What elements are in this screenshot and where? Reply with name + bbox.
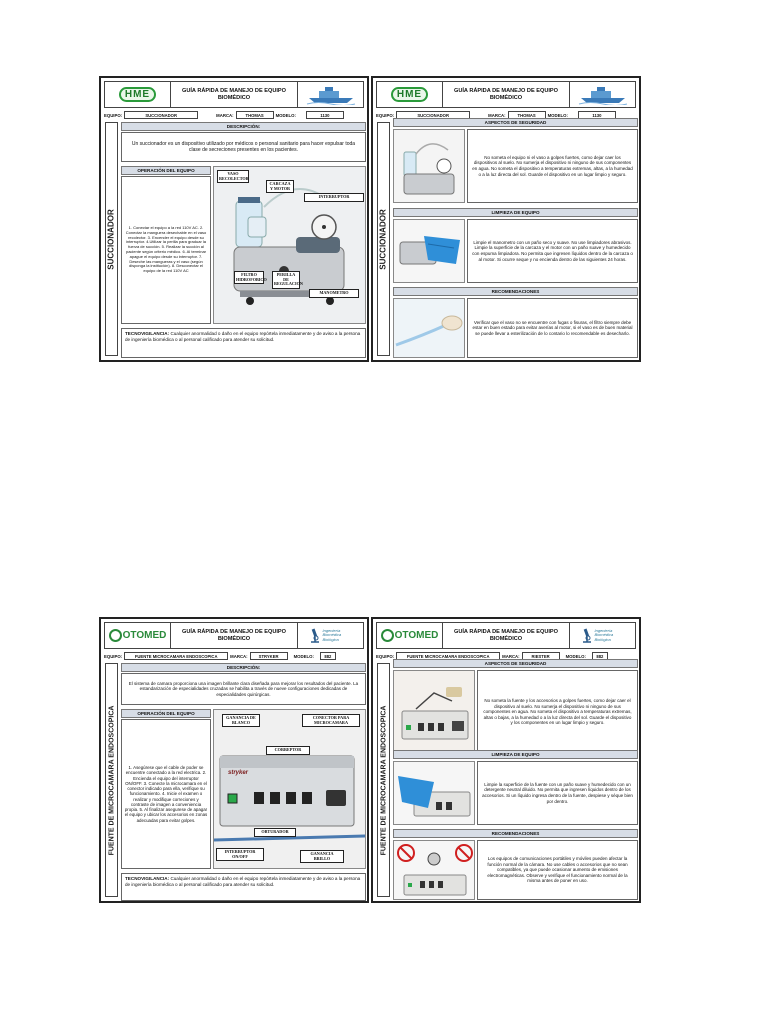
- recomendaciones-header: RECOMENDACIONES: [393, 287, 638, 296]
- guide-title: GUÍA RÁPIDA DE MANEJO DE EQUIPO BIOMÉDICO: [453, 87, 558, 101]
- guide-title: GUÍA RÁPIDA DE MANEJO DE EQUIPO BIOMÉDICO: [181, 87, 286, 101]
- label-ganancia-blanco: GANANCIA DE BLANCO: [222, 714, 260, 727]
- otomed-ring-icon: [109, 629, 122, 642]
- label-interruptor: INTERRUPTOR ON/OFF: [216, 848, 264, 861]
- cleaning-illustration: [394, 762, 475, 825]
- tube-hand-illustration: [394, 299, 465, 358]
- logo-box: [105, 82, 171, 107]
- logo-box: [377, 82, 443, 107]
- otomed-ring-icon: [381, 629, 394, 642]
- descripcion-header: DESCRIPCIÓN:: [121, 122, 366, 131]
- card-header: [104, 622, 364, 649]
- card-header: [376, 622, 636, 649]
- side-title: FUENTE DE MICROCAMARA ENDOSCOPICA: [105, 663, 118, 897]
- limpieza-text: Limpie la superficie de la fuente con un paño suave y humedecido con un detergente neutral diluido. No permita que ingresen líquidos dentro de los accesorios. Si un líquido ingresa dentro de la fuente, despiese y séque bien por dentro.: [477, 761, 638, 825]
- card-endoscopica-back: [371, 617, 641, 903]
- label-carcaza-motor: CARCAZA Y MOTOR: [266, 180, 294, 193]
- recomendaciones-photo: [393, 298, 465, 358]
- hme-logo: HME: [391, 87, 428, 102]
- microscope-icon: [581, 628, 593, 644]
- label-conector-microcamara: CONECTOR PARA MICROCAMARA: [302, 714, 360, 727]
- side-title: SUCCIONADOR: [105, 122, 118, 356]
- limpieza-photo: [393, 219, 465, 283]
- microscope-icon: [309, 628, 321, 644]
- camera-source-illustration: [214, 710, 366, 869]
- card-succionador-back: [371, 76, 641, 362]
- operacion-steps: 1. Conectar el equipo a la red 110V AC. 2. Conectar la manguera desechable en el vaso recolector. 3. Encender el equipo desde su interruptor. 4.Utilizar la perilla para graduar la fuerza de succión. 5. Realizar la succión al paciente según criterio médico. 6. Al terminar apague el equipo desde su interruptor. 7. Deseche las mangueras y el vaso (según disponga la institución). 8. Desconectar el equipo de la red 110V AC: [121, 176, 211, 324]
- equipment-row: EQUIPO: SUCCIONADOR MARCA: THOMAS MODELO: 1130: [104, 110, 364, 120]
- ship-logo: [297, 82, 363, 107]
- guide-title: GUÍA RÁPIDA DE MANEJO DE EQUIPO BIOMÉDICO: [453, 628, 558, 642]
- otomed-logo: OTOMED: [109, 629, 167, 642]
- seguridad-photo: [393, 670, 475, 754]
- card-header: [104, 81, 364, 108]
- seguridad-header: ASPECTOS DE SEGURIDAD: [393, 118, 638, 127]
- recomendaciones-text: Verificar que el vaso no se encuentre con fugas o fisuras, el filtro siempre debe estar en buen estado para evitar averías al motor, si el vaso es de buen material se puede llevar a esterilización de lo contario lo recomendable es desecharlo.: [467, 298, 638, 358]
- label-ganancia-brillo: GANANCIA BRILLO: [300, 850, 344, 863]
- logo-box: [105, 623, 171, 648]
- seguridad-text: No someta el equipo ni el vaso a golpes fuertes, como dejar caer los dispositivos al suelo. No sumerja el dispositivo ni ninguno de sus componentes en agua. No someta el dispositivo a temperaturas extremas, altas, a la humedad o a la luz directa del sol. Guarde el dispositivo en un lugar limpio y seguro.: [467, 129, 638, 203]
- seguridad-text: No someta la fuente y los accesorios a golpes fuertes, como dejar caer el dispositivo al suelo. No sumerja el dispositivo ni ninguno de sus componentes en agua. No someta el dispositivo a temperaturas extremas, altas o bajas, a la humedad o a la luz directa del sol. Guarde el dispositivo y los componentes en un lugar limpio y seguro.: [477, 670, 638, 754]
- ship-icon: [305, 85, 357, 105]
- limpieza-header: LIMPIEZA DE EQUIPO: [393, 208, 638, 217]
- marca-value: RIESTER: [522, 652, 560, 660]
- side-title: FUENTE DE MICROCAMARA ENDOSCOPICA: [377, 663, 390, 897]
- limpieza-photo: [393, 761, 475, 825]
- operacion-header: OPERACIÓN DEL EQUIPO: [121, 709, 211, 718]
- guide-title: GUÍA RÁPIDA DE MANEJO DE EQUIPO BIOMÉDICO: [181, 628, 286, 642]
- logo-box: [377, 623, 443, 648]
- operacion-header: OPERACIÓN DEL EQUIPO: [121, 166, 211, 175]
- cleaning-illustration: [394, 220, 465, 283]
- equipo-value: FUENTE MICROCAMARA ENDOSCOPICA: [396, 652, 500, 660]
- ship-logo: [569, 82, 635, 107]
- marca-value: THOMAS: [236, 111, 274, 119]
- seguridad-photo: [393, 129, 465, 203]
- suction-device-photo: [213, 166, 366, 324]
- equipo-value: SUCCIONADOR: [124, 111, 198, 119]
- marca-value: STRYKER: [250, 652, 288, 660]
- equipment-row: EQUIPO: SUCCIONADOR MARCA: THOMAS MODELO: 1130: [376, 110, 636, 120]
- card-endoscopica-front: [99, 617, 369, 903]
- hme-logo: HME: [119, 87, 156, 102]
- seguridad-header: ASPECTOS DE SEGURIDAD: [393, 659, 638, 668]
- limpieza-text: Limpie el manometro con un paño seco y suave. No use limpiadores abrasivos. Limpie la superficie de la carcaza y el motor con un paño suave y humedecido con espuma limpiadora. No permita que ingresen líquidos dentro de la carcaza o al motor. Si ocurre seque y no encienda dentro de las siguientes 24 horas.: [467, 219, 638, 283]
- device-brand-stryker: stryker: [228, 770, 249, 776]
- otomed-logo: OTOMED: [381, 629, 439, 642]
- card-header: [376, 81, 636, 108]
- label-vaso-recolector: VASO RECOLECTOR: [217, 170, 249, 183]
- label-interruptor: INTERRUPTOR: [304, 193, 364, 202]
- recomendaciones-photo: [393, 840, 475, 900]
- equipo-value: FUENTE MICROCAMARA ENDOSCOPICA: [124, 652, 228, 660]
- label-obturador: OBTURADOR: [254, 828, 296, 837]
- label-perilla: PERILLA DE REGULACION: [272, 271, 300, 289]
- modelo-value: 1130: [306, 111, 344, 119]
- descripcion-header: DESCRIPCIÓN:: [121, 663, 366, 672]
- marca-value: THOMAS: [508, 111, 546, 119]
- suction-device-small-illustration: [394, 130, 465, 203]
- modelo-value: 1130: [578, 111, 616, 119]
- equipment-row: EQUIPO: FUENTE MICROCAMARA ENDOSCOPICA MARCA: STRYKER MODELO: 882: [104, 651, 364, 661]
- camera-source-photo: [213, 709, 366, 869]
- modelo-value: 882: [320, 652, 336, 660]
- operacion-steps: 1. Asegúrese que el cable de poder se encuentre conectado a la red electrica. 2. Encienda el equipo del interruptor ON/OFF. 3. Conecte la microcamara en el conector indicado para ella, verifique su funcionamiento. 4. Inicie el examen o realizar y modifique correciones y contraste de imagen a conveniencia propia. 5. Al finalizar asegurese de apagar el equipo y ubicar los accesorios en zonas adecuadas para evitar golpes.: [121, 719, 211, 869]
- microscope-logo: Ingeniería Biomédica Biológica: [297, 623, 363, 648]
- card-succionador-front: [99, 76, 369, 362]
- label-filtro: FILTRO HIDROFOBICO: [234, 271, 264, 284]
- recomendaciones-text: Los equipos de comunicaciones portátiles y móviles pueden afectar la función normal de la cámara. No use cables o accesorios que no sean compatibles, ya que puede ocasionar aumento de emisiones electromagnéticas. Observe y verifique el funcionamiento normal de la misma antes de poner en uso.: [477, 840, 638, 900]
- modelo-value: 882: [592, 652, 608, 660]
- no-phone-illustration: [394, 841, 475, 900]
- limpieza-header: LIMPIEZA DE EQUIPO: [393, 750, 638, 759]
- camera-source-small-illustration: [394, 671, 475, 754]
- label-manometro: MANOMETRO: [309, 289, 359, 298]
- microscope-logo: Ingeniería Biomédica Biológica: [569, 623, 635, 648]
- descripcion-text: El sistema de camara proporciona una imagen brillante clara diseñada para mejorar los resultados del paciente. La estandarización de especialidades cruzadas se habilita a través de nueve configuraciones dedicadas de especialidades quirúrgicas.: [121, 673, 366, 705]
- tecnovigilancia: TECNOVIGILANCIA: Cualquier anormalidad o daño en el equipo repórtela inmediatamente y de aviso a la persona de ingeniería biomédica o al personal calificado para atender su solicitud.: [121, 873, 366, 901]
- descripcion-text: Un succionador es un dispositivo utilizado por médicos o personal sanitario para hacer expulsar toda clase de secreciones presentes en los pacientes.: [121, 132, 366, 162]
- equipment-row: EQUIPO: FUENTE MICROCAMARA ENDOSCOPICA MARCA: RIESTER MODELO: 882: [376, 651, 636, 661]
- recomendaciones-header: RECOMENDACIONES: [393, 829, 638, 838]
- ship-icon: [577, 85, 629, 105]
- tecnovigilancia: TECNOVIGILANCIA: Cualquier anormalidad o daño en el equipo repórtela inmediatamente y de aviso a la persona de ingeniería biomédica o al personal calificado para atender su solicitud.: [121, 328, 366, 358]
- equipo-value: SUCCIONADOR: [396, 111, 470, 119]
- label-corrector: CORREPTOR: [266, 746, 310, 755]
- side-title: SUCCIONADOR: [377, 122, 390, 356]
